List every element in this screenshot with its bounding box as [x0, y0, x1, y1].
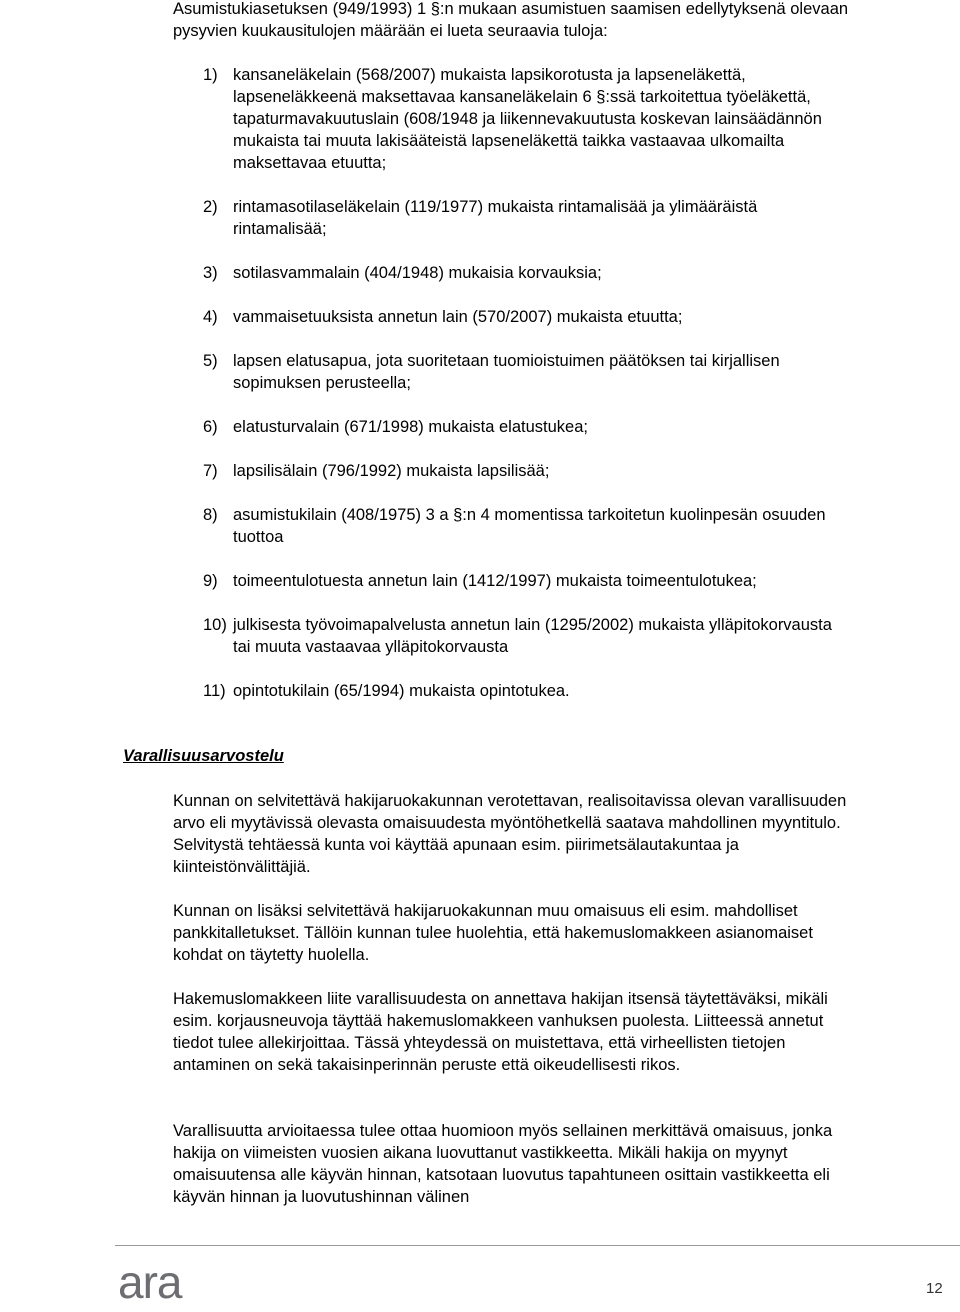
paragraph-2: Kunnan on lisäksi selvitettävä hakijaruokakunnan muu omaisuus eli esim. mahdolliset pankkitalletukset. Tällöin kunnan tulee huolehtia, että hakemuslomakkeen asianomaiset kohdat on täytetty huolella.: [173, 902, 813, 964]
list-text: julkisesta työvoimapalvelusta annetun lain (1295/2002) mukaista ylläpitokorvausta tai muuta vastaavaa ylläpitokorvausta: [233, 616, 832, 656]
list-item-7: [203, 460, 843, 482]
list-item-4: [203, 306, 843, 328]
list-item-6: [203, 416, 843, 438]
list-number: 3): [203, 264, 218, 282]
paragraph-3: Hakemuslomakkeen liite varallisuudesta on annettava hakijan itsensä täytettäväksi, mikäli esim. korjausneuvoja täyttää hakemuslomakkeen vanhuksen puolesta. Liitteessä annetut tiedot tulee allekirjoittaa. Tässä yhteydessä on muistettava, että virheellisten tietojen antaminen on sekä takaisinperinnän peruste että oikeudellisesti rikos.: [173, 990, 828, 1074]
svg-text:ara: ara: [118, 1262, 182, 1306]
list-item-8: [203, 504, 843, 548]
list-text: lapsen elatusapua, jota suoritetaan tuomioistuimen päätöksen tai kirjallisen sopimuksen perusteella;: [233, 352, 780, 392]
list-item-2: [203, 196, 843, 240]
list-number: 8): [203, 506, 218, 524]
ara-logo-icon: [118, 1262, 198, 1306]
list-item-5: [203, 350, 843, 394]
page-number: 12: [926, 1280, 943, 1297]
list-text: vammaisetuuksista annetun lain (570/2007) mukaista etuutta;: [233, 308, 683, 326]
list-item-11: [203, 680, 843, 702]
list-text: kansaneläkelain (568/2007) mukaista lapsikorotusta ja lapseneläkettä, lapseneläkkeenä maksettavaa kansaneläkelain 6 §:ssä tarkoitettua työeläkettä, tapaturmavakuutuslain (608/1948 ja liikennevakuutusta koskevan lainsäädännön mukaista tai muuta lakisääteistä lapseneläkettä taikka vastaavaa ulkomailta maksettavaa etuutta;: [233, 66, 822, 172]
list-text: toimeentulotuesta annetun lain (1412/1997) mukaista toimeentulotukea;: [233, 572, 757, 590]
list-number: 1): [203, 66, 218, 84]
list-number: 4): [203, 308, 218, 326]
section-heading: Varallisuusarvostelu: [123, 747, 284, 765]
paragraph-4: Varallisuutta arvioitaessa tulee ottaa huomioon myös sellainen merkittävä omaisuus, jonka hakija on viimeisten vuosien aikana luovuttanut vastikkeetta. Mikäli hakija on myynyt omaisuutensa alle käyvän hinnan, katsotaan luovutus tapahtuneen osittain vastikkeetta eli käyvän hinnan ja luovutushinnan välinen: [173, 1122, 833, 1206]
list-text: elatusturvalain (671/1998) mukaista elatustukea;: [233, 418, 588, 436]
list-text: rintamasotilaseläkelain (119/1977) mukaista rintamalisää ja ylimääräistä rintamalisää;: [233, 198, 758, 238]
paragraph-1: Kunnan on selvitettävä hakijaruokakunnan verotettavan, realisoitavissa olevan varallisuuden arvo eli myytävissä olevasta omaisuudesta myöntöhetkellä saatava mahdollinen myyntitulo. Selvitystä tehtäessä kunta voi käyttää apunaan esim. piirimetsälautakuntaa ja kiinteistönvälittäjiä.: [173, 792, 847, 876]
list-number: 9): [203, 572, 218, 590]
list-item-3: [203, 262, 843, 284]
list-number: 5): [203, 352, 218, 370]
list-number: 10): [203, 616, 227, 634]
list-number: 7): [203, 462, 218, 480]
list-text: opintotukilain (65/1994) mukaista opintotukea.: [233, 682, 570, 700]
list-number: 6): [203, 418, 218, 436]
list-item-10: [203, 614, 843, 658]
list-text: sotilasvammalain (404/1948) mukaisia korvauksia;: [233, 264, 602, 282]
list-item-1: [203, 64, 843, 174]
list-number: 2): [203, 198, 218, 216]
list-item-9: [203, 570, 843, 592]
list-text: lapsilisälain (796/1992) mukaista lapsilisää;: [233, 462, 550, 480]
list-number: 11): [203, 682, 226, 700]
footer-divider: [115, 1245, 960, 1246]
intro-paragraph: Asumistukiasetuksen (949/1993) 1 §:n mukaan asumistuen saamisen edellytyksenä olevaan pysyvien kuukausitulojen määrään ei lueta seuraavia tuloja:: [173, 0, 849, 40]
list-text: asumistukilain (408/1975) 3 a §:n 4 momentissa tarkoitetun kuolinpesän osuuden tuottoa: [233, 506, 826, 546]
ara-logo: [118, 1262, 198, 1312]
